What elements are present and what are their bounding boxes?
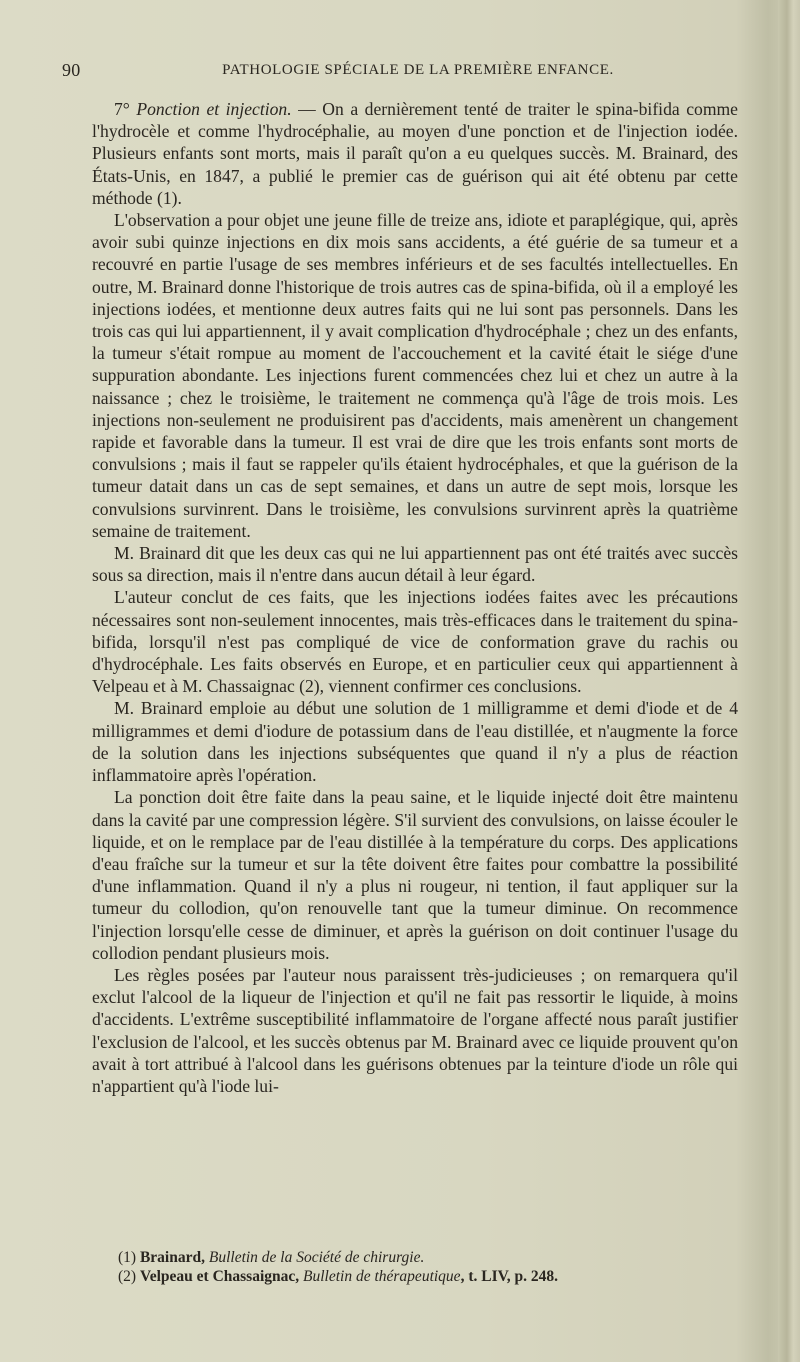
page-number: 90 xyxy=(62,60,81,80)
paragraph: L'observation a pour objet une jeune fille de treize ans, idiote et paraplégique, qui, après avoir subi quinze injections en dix mois sans accidents, a été guérie de sa tumeur et a recouvré en partie l'usage de ses membres inférieurs et de ses facultés intellectuelles. En outre, M. Brainard donne l'historique de trois autres cas de spina-bifida, où il a employé les injections iodées, et mentionne deux autres faits qui ne lui sont pas personnels. Dans les trois cas qui lui appartiennent, il y avait complication d'hydrocéphale ; chez un des enfants, la tumeur s'était rompue au moment de l'accouchement et la cavité était le siége d'une suppuration abondante. Les injections furent commencées chez lui et chez un autre à la naissance ; chez le troisième, le traitement ne commença qu'à l'âge de trois mois. Les injections non-seulement ne produisirent pas d'accidents, mais amenèrent un changement rapide et favorable dans la tumeur. Il est vrai de dire que les trois enfants sont morts de convulsions ; mais il faut se rappeler qu'ils étaient hydrocéphales, et que la guérison de la tumeur datait dans un cas de sept semaines, et dans un autre de sept mois, lorsque les convulsions survinrent. Dans le troisième, les convulsions survinrent après la quatrième semaine de traitement. xyxy=(92,210,738,541)
footnote-rest: , t. LIV, p. 248. xyxy=(460,1268,559,1285)
paragraph: La ponction doit être faite dans la peau saine, et le liquide injecté doit être maintenu dans la cavité par une compression légère. S'il survient des convulsions, on laisse écouler le liquide, et on le remplace par de l'eau distillée à la température du corps. Des applications d'eau fraîche sur la tumeur et sur la tête doivent être faites pour combattre la possibilité d'une inflammation. Quand il n'y a plus ni rougeur, ni tention, il faut appliquer sur la tumeur du collodion, qu'on renouvelle tant que la tumeur diminue. On recommence l'injection lorsqu'elle cesse de diminuer, et après la guérison on doit continuer l'usage du collodion pendant plusieurs mois. xyxy=(92,787,738,963)
paragraph: M. Brainard dit que les deux cas qui ne lui appartiennent pas ont été traités avec succès sous sa direction, mais il n'entre dans aucun détail à leur égard. xyxy=(92,543,738,586)
running-title: PATHOLOGIE SPÉCIALE DE LA PREMIÈRE ENFANCE. xyxy=(222,62,614,78)
section-title: Ponction et injection. xyxy=(136,99,292,119)
footnote-2 xyxy=(118,1267,738,1286)
paragraph: L'auteur conclut de ces faits, que les injections iodées faites avec les précautions nécessaires sont non-seulement innocentes, mais très-efficaces dans le traitement du spina-bifida, lorsqu'il n'est pas compliqué de vice de conformation grave du rachis ou d'hydrocéphale. Les faits observés en Europe, et en particulier ceux qui appartiennent à Velpeau et à M. Chassaignac (2), viennent confirmer ces conclusions. xyxy=(92,587,738,697)
page-edge-shadow xyxy=(778,0,800,1362)
footnote-1 xyxy=(118,1248,738,1267)
footnote-author: Velpeau et Chassaignac, xyxy=(139,1268,300,1285)
footnote-title: Bulletin de la Société de chirurgie. xyxy=(208,1249,425,1266)
section-intro-paragraph xyxy=(92,98,738,209)
footnote-author: Brainard, xyxy=(139,1249,205,1266)
footnote-title: Bulletin de thérapeutique xyxy=(303,1268,461,1285)
footnote-marker: (2) xyxy=(118,1268,137,1285)
body-text xyxy=(92,98,738,1097)
footnote-marker: (1) xyxy=(118,1249,137,1266)
running-header xyxy=(58,54,738,84)
footnotes xyxy=(118,1248,738,1286)
paragraph: M. Brainard emploie au début une solution de 1 milligramme et demi d'iode et de 4 milligrammes et demi d'iodure de potassium dans de l'eau distillée, et n'augmente la force de la solution dans les injections subséquentes que quand il n'y a plus de réaction inflammatoire après l'opération. xyxy=(92,698,738,786)
section-intro-text: — On a dernièrement tenté de traiter le spina-bifida comme l'hydrocèle et comme l'hydrocéphalie, au moyen d'une ponction et de l'injection iodée. Plusieurs enfants sont morts, mais il paraît qu'on a eu quelques succès. M. Brainard, des États-Unis, en 1847, a publié le premier cas de guérison qui ait été obtenu par cette méthode (1). xyxy=(92,99,738,208)
section-number: 7° xyxy=(114,99,130,119)
paragraph: Les règles posées par l'auteur nous paraissent très-judicieuses ; on remarquera qu'il exclut l'alcool de la liqueur de l'injection et qu'il ne fait pas ressortir le liquide, à moins d'accidents. L'extrême susceptibilité inflammatoire de l'organe affecté nous paraît justifier l'exclusion de l'alcool, et les succès obtenus par M. Brainard avec ce liquide prouvent qu'on avait à tort attribué à l'alcool dans les guérisons obtenues par la teinture d'iode un rôle qui n'appartient qu'à l'iode lui- xyxy=(92,964,738,1096)
